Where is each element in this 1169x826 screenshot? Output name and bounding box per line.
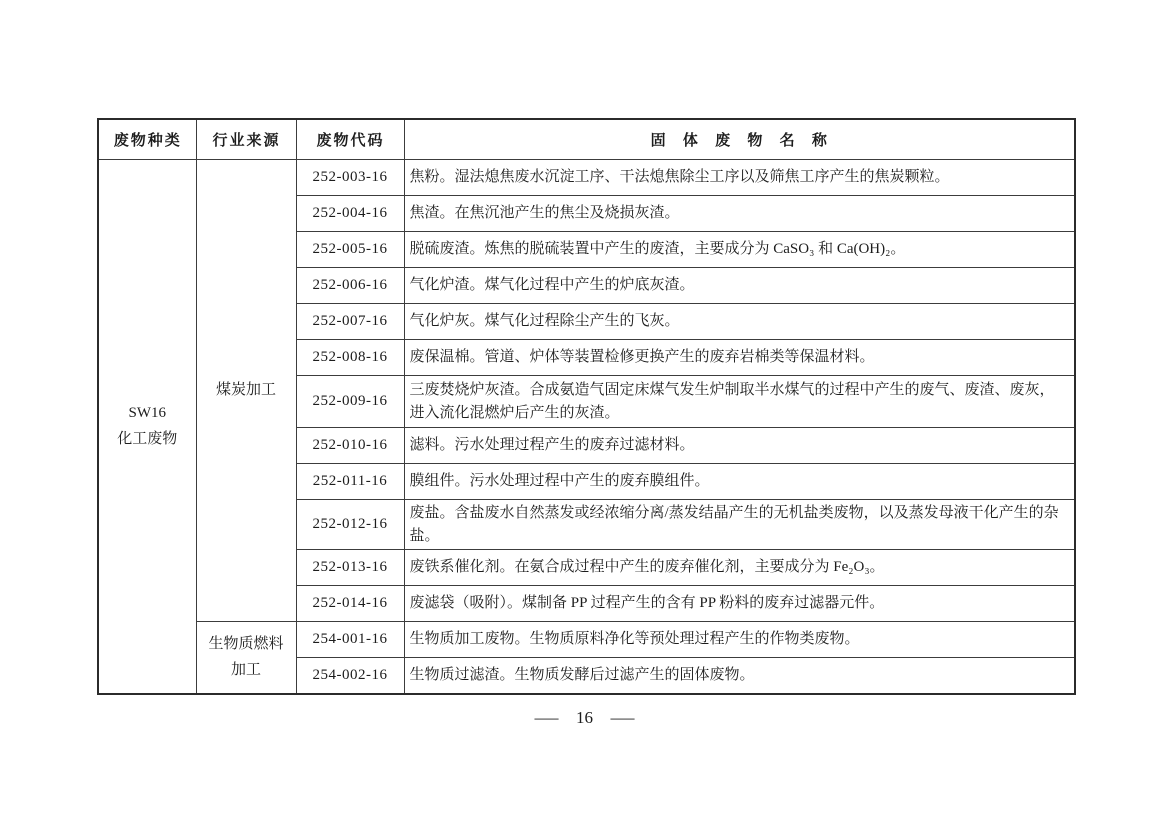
footer-left-dash: — <box>534 708 559 727</box>
waste-classification-table <box>97 118 1076 695</box>
waste-name-cell: 生物质过滤渣。生物质发酵后过滤产生的固体废物。 <box>404 658 1075 694</box>
header-row <box>98 119 1075 160</box>
waste-code-cell: 252-012-16 <box>296 500 404 550</box>
page-number: 16 <box>576 708 593 727</box>
waste-code-cell: 254-001-16 <box>296 622 404 658</box>
waste-name-cell: 焦渣。在焦沉池产生的焦尘及烧损灰渣。 <box>404 196 1075 232</box>
waste-name-cell: 三废焚烧炉灰渣。合成氨造气固定床煤气发生炉制取半水煤气的过程中产生的废气、废渣、废灰，进入流化混燃炉后产生的灰渣。 <box>404 376 1075 428</box>
waste-category-cell <box>98 160 196 694</box>
waste-category-name: 化工废物 <box>117 431 178 448</box>
column-header-waste-code: 废物代码 <box>296 119 404 160</box>
waste-name-cell: 焦粉。湿法熄焦废水沉淀工序、干法熄焦除尘工序以及筛焦工序产生的焦炭颗粒。 <box>404 160 1075 196</box>
waste-code-cell: 252-007-16 <box>296 304 404 340</box>
waste-code-cell: 252-004-16 <box>296 196 404 232</box>
footer-right-dash: — <box>610 708 635 727</box>
industry-source-cell: 生物质燃料加工 <box>196 622 296 694</box>
industry-source-cell: 煤炭加工 <box>196 160 296 622</box>
waste-name-cell: 脱硫废渣。炼焦的脱硫装置中产生的废渣，主要成分为 CaSO₃ 和 Ca(OH)₂。 <box>404 232 1075 268</box>
waste-code-cell: 252-003-16 <box>296 160 404 196</box>
waste-code-cell: 252-014-16 <box>296 586 404 622</box>
table-row <box>98 622 1075 658</box>
waste-name-cell: 废保温棉。管道、炉体等装置检修更换产生的废弃岩棉类等保温材料。 <box>404 340 1075 376</box>
waste-name-cell: 气化炉渣。煤气化过程中产生的炉底灰渣。 <box>404 268 1075 304</box>
waste-table-body <box>98 160 1075 694</box>
waste-category-code: SW16 <box>128 405 166 421</box>
waste-code-cell: 252-010-16 <box>296 428 404 464</box>
column-header-industry-source: 行业来源 <box>196 119 296 160</box>
waste-name-cell: 膜组件。污水处理过程中产生的废弃膜组件。 <box>404 464 1075 500</box>
waste-name-cell: 废铁系催化剂。在氨合成过程中产生的废弃催化剂，主要成分为 Fe₂O₃。 <box>404 550 1075 586</box>
waste-name-cell: 废盐。含盐废水自然蒸发或经浓缩分离/蒸发结晶产生的无机盐类废物，以及蒸发母液干化产生的杂盐。 <box>404 500 1075 550</box>
waste-code-cell: 252-005-16 <box>296 232 404 268</box>
waste-name-cell: 废滤袋（吸附）。煤制备 PP 过程产生的含有 PP 粉料的废弃过滤器元件。 <box>404 586 1075 622</box>
waste-code-cell: 252-008-16 <box>296 340 404 376</box>
waste-name-cell: 生物质加工废物。生物质原料净化等预处理过程产生的作物类废物。 <box>404 622 1075 658</box>
column-header-waste-category: 废物种类 <box>98 119 196 160</box>
waste-code-cell: 252-009-16 <box>296 376 404 428</box>
waste-name-cell: 气化炉灰。煤气化过程除尘产生的飞灰。 <box>404 304 1075 340</box>
table-row <box>98 160 1075 196</box>
waste-code-cell: 254-002-16 <box>296 658 404 694</box>
waste-code-cell: 252-011-16 <box>296 464 404 500</box>
waste-code-cell: 252-013-16 <box>296 550 404 586</box>
page-footer <box>0 708 1169 728</box>
waste-code-cell: 252-006-16 <box>296 268 404 304</box>
waste-name-cell: 滤料。污水处理过程产生的废弃过滤材料。 <box>404 428 1075 464</box>
column-header-waste-name: 固体废物名称 <box>404 119 1075 160</box>
